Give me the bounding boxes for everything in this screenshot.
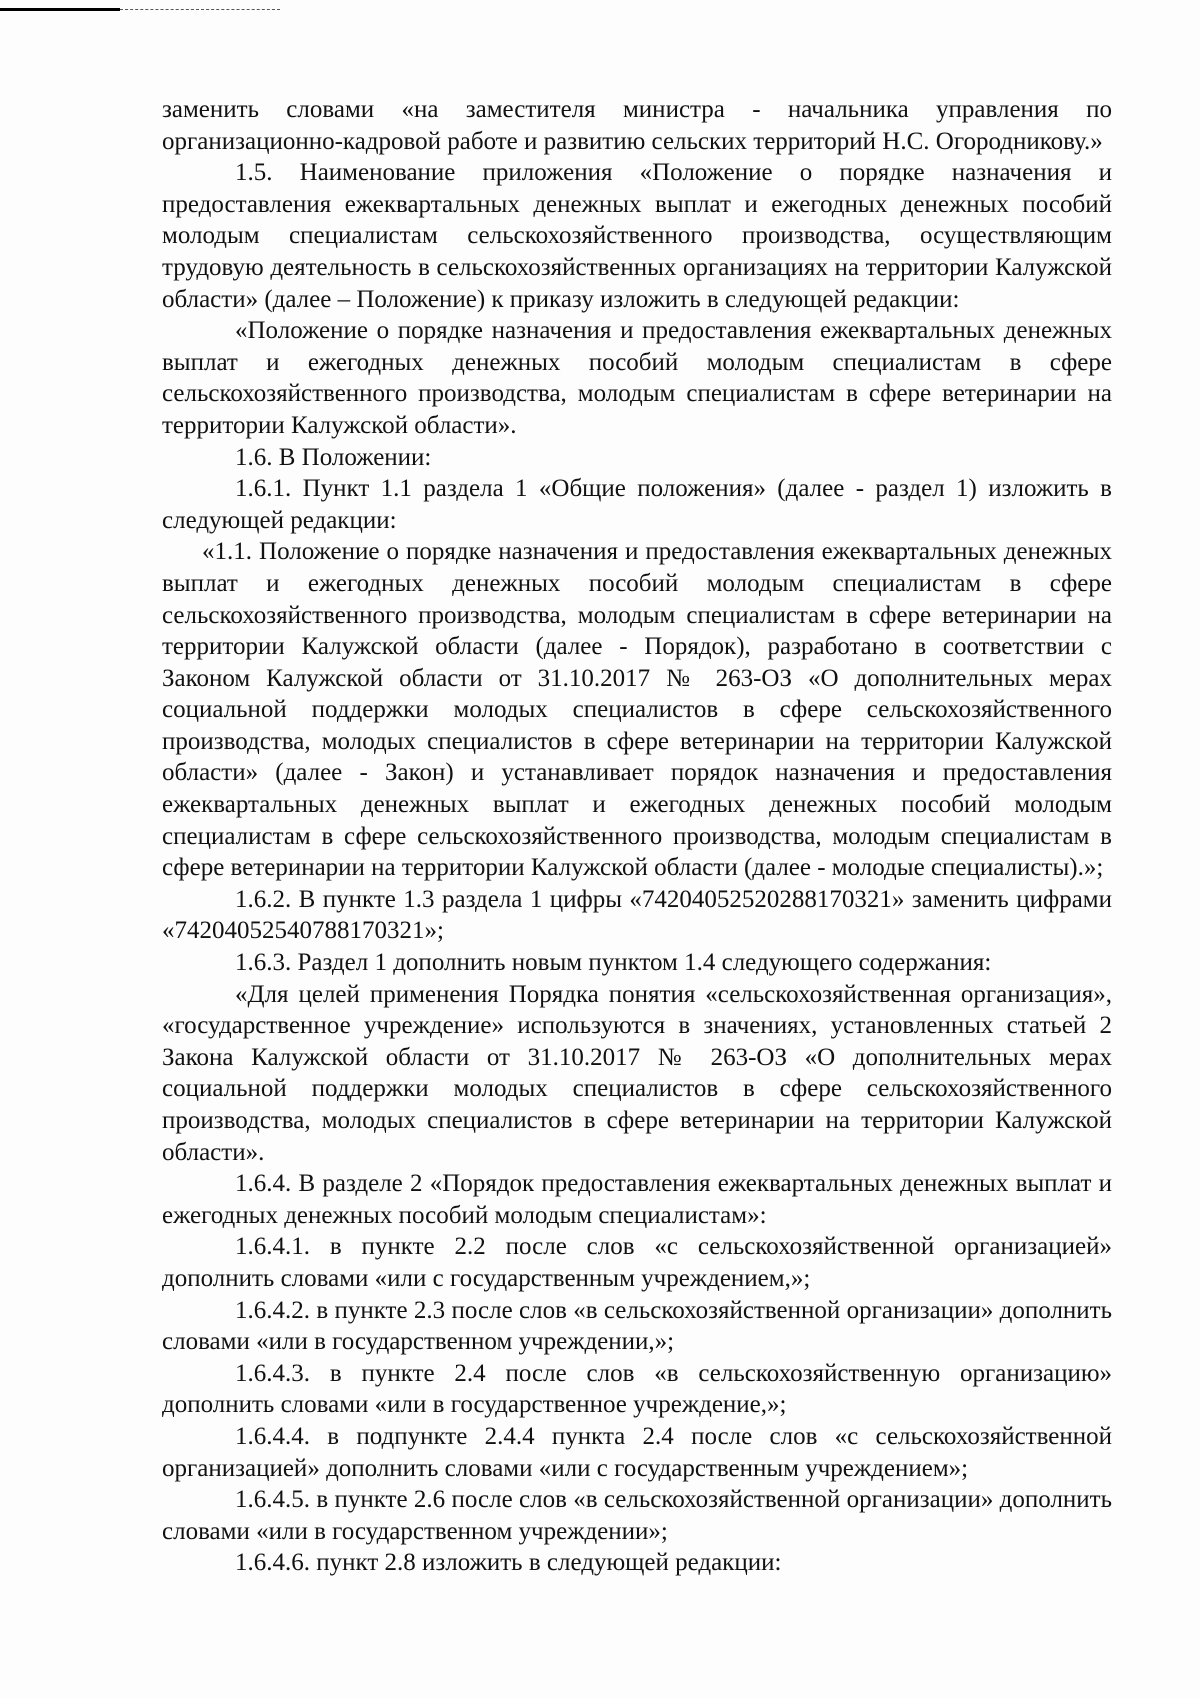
paragraph-1-6-4-2: 1.6.4.2. в пункте 2.3 после слов «в сельскохозяйственной организации» дополнить словами «или в государственном учреждении,»; (162, 1296, 1112, 1356)
paragraph-1-6-3: 1.6.3. Раздел 1 дополнить новым пунктом 1.4 следующего содержания: (235, 949, 992, 977)
paragraph-1-5: 1.5. Наименование приложения «Положение о порядке назначения и предоставления ежеквартальных денежных выплат и ежегодных денежных пособий молодым специалистам сельскохозяйственного производства, осуществляющим трудовую деятельность в сельскохозяйственных организациях на территории Калужской области» (далее – Положение) к приказу изложить в следующей редакции: (162, 159, 1112, 313)
paragraph-1-6-4-6: 1.6.4.6. пункт 2.8 изложить в следующей редакции: (235, 1549, 782, 1577)
paragraph-1-6-4-4: 1.6.4.4. в подпункте 2.4.4 пункта 2.4 после слов «с сельскохозяйственной организацией» дополнить словами «или с государственным учреждением»; (162, 1422, 1112, 1482)
document-body (162, 94, 1112, 1579)
paragraph-continuation: заменить словами «на заместителя министра - начальника управления по организационно-кадровой работе и развитию сельских территорий Н.С. Огородникову.» (162, 96, 1112, 155)
scan-edge-dash (120, 9, 280, 11)
paragraph-1-4-quote: «Для целей применения Порядка понятия «сельскохозяйственная организация», «государственное учреждение» используются в значениях, установленных статьей 2 Закона Калужской области от 31.10.2017 № 263-ОЗ «О дополнительных мерах социальной поддержки молодых специалистов в сфере сельскохозяйственного производства, молодых специалистов в сфере ветеринарии на территории Калужской области». (162, 980, 1112, 1166)
paragraph-1-6-4-5: 1.6.4.5. в пункте 2.6 после слов «в сельскохозяйственной организации» дополнить словами «или в государственном учреждении»; (162, 1486, 1112, 1545)
paragraph-1-6-4-3: 1.6.4.3. в пункте 2.4 после слов «в сельскохозяйственную организацию» дополнить словами «или в государственное учреждение,»; (162, 1359, 1112, 1419)
paragraph-quote-title: «Положение о порядке назначения и предоставления ежеквартальных денежных выплат и ежегодных денежных пособий молодым специалистам в сфере сельскохозяйственного производства, молодым специалистам в сфере ветеринарии на территории Калужской области». (162, 317, 1112, 439)
paragraph-1-6-4: 1.6.4. В разделе 2 «Порядок предоставления ежеквартальных денежных выплат и ежегодных денежных пособий молодым специалистам»: (162, 1170, 1112, 1229)
paragraph-1-6-1: 1.6.1. Пункт 1.1 раздела 1 «Общие положения» (далее - раздел 1) изложить в следующей редакции: (162, 475, 1112, 534)
paragraph-1-6-2: 1.6.2. В пункте 1.3 раздела 1 цифры «74204052520288170321» заменить цифрами «74204052540788170321»; (162, 885, 1112, 945)
paragraph-1-1-quote: «1.1. Положение о порядке назначения и предоставления ежеквартальных денежных выплат и ежегодных денежных пособий молодым специалистам в сфере сельскохозяйственного производства, молодым специалистам в сфере ветеринарии на территории Калужской области (далее - Порядок), разработано в соответствии с Законом Калужской области от 31.10.2017 № 263-ОЗ «О дополнительных мерах социальной поддержки молодых специалистов в сфере сельскохозяйственного производства, молодых специалистов в сфере ветеринарии на территории Калужской области» (далее - Закон) и устанавливает порядок назначения и предоставления ежеквартальных денежных выплат и ежегодных денежных пособий молодым специалистам в сфере сельскохозяйственного производства, молодым специалистам в сфере ветеринарии на территории Калужской области (далее - молодые специалисты).»; (162, 538, 1112, 882)
scan-edge-mark (0, 8, 120, 11)
paragraph-1-6: 1.6. В Положении: (235, 443, 432, 471)
paragraph-1-6-4-1: 1.6.4.1. в пункте 2.2 после слов «с сельскохозяйственной организацией» дополнить словами «или с государственным учреждением,»; (162, 1233, 1112, 1292)
